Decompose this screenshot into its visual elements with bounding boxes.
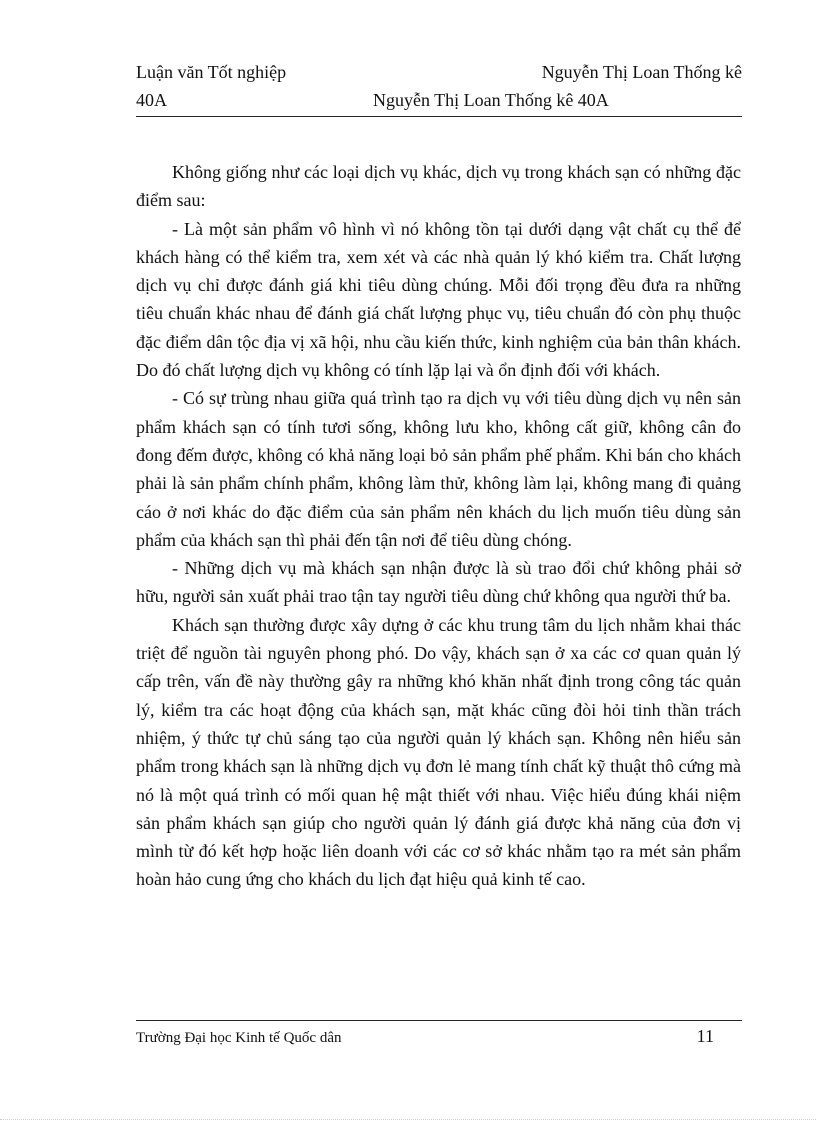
header-author-name: Nguyễn Thị Loan Thống kê [541,62,742,82]
paragraph-location: Khách sạn thường được xây dựng ở các khu trung tâm du lịch nhằm khai thác triệt để nguồn tài nguyên phong phó. Do vậy, khách sạn ở xa các cơ quan quản lý cấp trên, vấn đề này thường gây ra những khó khăn nhất định trong công tác quản lý, kiểm tra các hoạt động của khách sạn, mặt khác cũng đòi hỏi tinh thần trách nhiệm, ý thức tự chủ sáng tạo của người quản lý khách sạn. Không nên hiểu sản phẩm trong khách sạn là những dịch vụ đơn lẻ mang tính chất kỹ thuật thô cứng mà nó là một quá trình có mối quan hệ mật thiết với nhau. Việc hiểu đúng khái niệm sản phẩm khách sạn giúp cho người quản lý đánh giá được khả năng của đơn vị mình từ đó kết hợp hoặc liên doanh với các cơ sở khác nhằm tạo ra mét sản phẩm hoàn hảo cung ứng cho khách du lịch đạt hiệu quả kinh tế cao. [136,614,741,890]
paragraph-simultaneous: - Có sự trùng nhau giữa quá trình tạo ra dịch vụ với tiêu dùng dịch vụ nên sản phẩm khách sạn có tính tươi sống, không lưu kho, không cất giữ, không cân đo đong đếm được, không có khả năng loại bỏ sản phẩm phế phẩm. Khi bán cho khách phải là sản phẩm chính phẩm, không làm thử, không làm lại, không mang đi quảng cáo ở nơi khác do đặc điểm của sản phẩm nên khách du lịch muốn tiêu dùng sản phẩm của khách sạn thì phải đến tận nơi để tiêu dùng chóng. [136,388,741,550]
footer-divider [136,1020,742,1021]
header-thesis-title: Luận văn Tốt nghiệp [136,62,287,82]
header-divider [136,116,742,117]
paragraph-intro: Không giống như các loại dịch vụ khác, dịch vụ trong khách sạn có những đặc điểm sau: [136,162,741,211]
body-text [136,158,741,894]
paragraph-ownership: - Những dịch vụ mà khách sạn nhận được là sù trao đổi chứ không phải sở hữu, người sản xuất phải trao tận tay người tiêu dùng chứ không qua người thứ ba. [136,558,741,607]
page-number: 11 [696,1026,714,1046]
header-class-code: 40A [136,90,167,110]
page-footer [136,1026,714,1047]
header-row-2 [136,86,742,114]
page-header [136,58,742,118]
header-row-1 [136,58,742,86]
paragraph-intangible: - Là một sản phẩm vô hình vì nó không tồn tại dưới dạng vật chất cụ thể để khách hàng có thể kiểm tra, xem xét và các nhà quản lý khó kiểm tra. Chất lượng dịch vụ chỉ được đánh giá khi tiêu dùng chúng. Mỗi đối trọng đều đưa ra những tiêu chuẩn khác nhau để đánh giá chất lượng phục vụ, tiêu chuẩn đó còn phụ thuộc đặc điểm dân tộc địa vị xã hội, nhu cầu kiến thức, kinh nghiệm của bản thân khách. Do đó chất lượng dịch vụ không có tính lặp lại và ổn định đối với khách. [136,218,741,381]
page-edge-marker [0,1119,816,1120]
header-author-repeat: Nguyễn Thị Loan Thống kê 40A [373,90,609,110]
footer-institution: Trường Đại học Kinh tế Quốc dân [136,1030,342,1046]
